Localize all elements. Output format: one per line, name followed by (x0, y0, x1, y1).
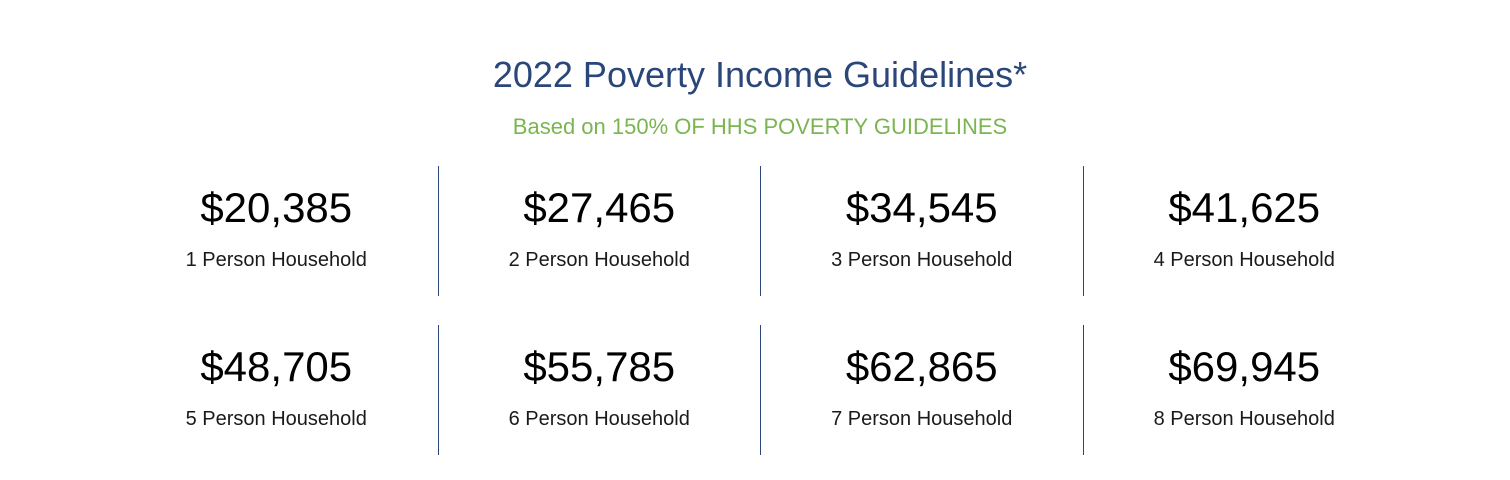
household-label: 8 Person Household (1153, 408, 1335, 430)
household-label: 3 Person Household (831, 249, 1013, 271)
household-cell-6 (438, 325, 761, 455)
household-label: 2 Person Household (508, 249, 690, 271)
household-cell-3 (760, 166, 1083, 296)
household-label: 1 Person Household (185, 249, 367, 271)
household-cell-1 (115, 166, 438, 296)
household-amount: $48,705 (200, 343, 353, 390)
household-amount: $62,865 (845, 343, 998, 390)
page-title: 2022 Poverty Income Guidelines* (492, 54, 1028, 95)
household-amount: $55,785 (523, 343, 676, 390)
household-cell-4 (1083, 166, 1406, 296)
household-cell-5 (115, 325, 438, 455)
household-label: 4 Person Household (1153, 249, 1335, 271)
household-amount: $41,625 (1168, 184, 1321, 231)
household-label: 5 Person Household (185, 408, 367, 430)
page-subtitle: Based on 150% OF HHS POVERTY GUIDELINES (512, 114, 1008, 139)
household-row-2 (115, 325, 1405, 455)
household-cell-7 (760, 325, 1083, 455)
household-amount: $27,465 (523, 184, 676, 231)
household-cell-8 (1083, 325, 1406, 455)
household-cell-2 (438, 166, 761, 296)
household-amount: $69,945 (1168, 343, 1321, 390)
household-label: 6 Person Household (508, 408, 690, 430)
household-label: 7 Person Household (831, 408, 1013, 430)
household-amount: $34,545 (845, 184, 998, 231)
household-row-1 (115, 166, 1405, 296)
household-amount: $20,385 (200, 184, 353, 231)
